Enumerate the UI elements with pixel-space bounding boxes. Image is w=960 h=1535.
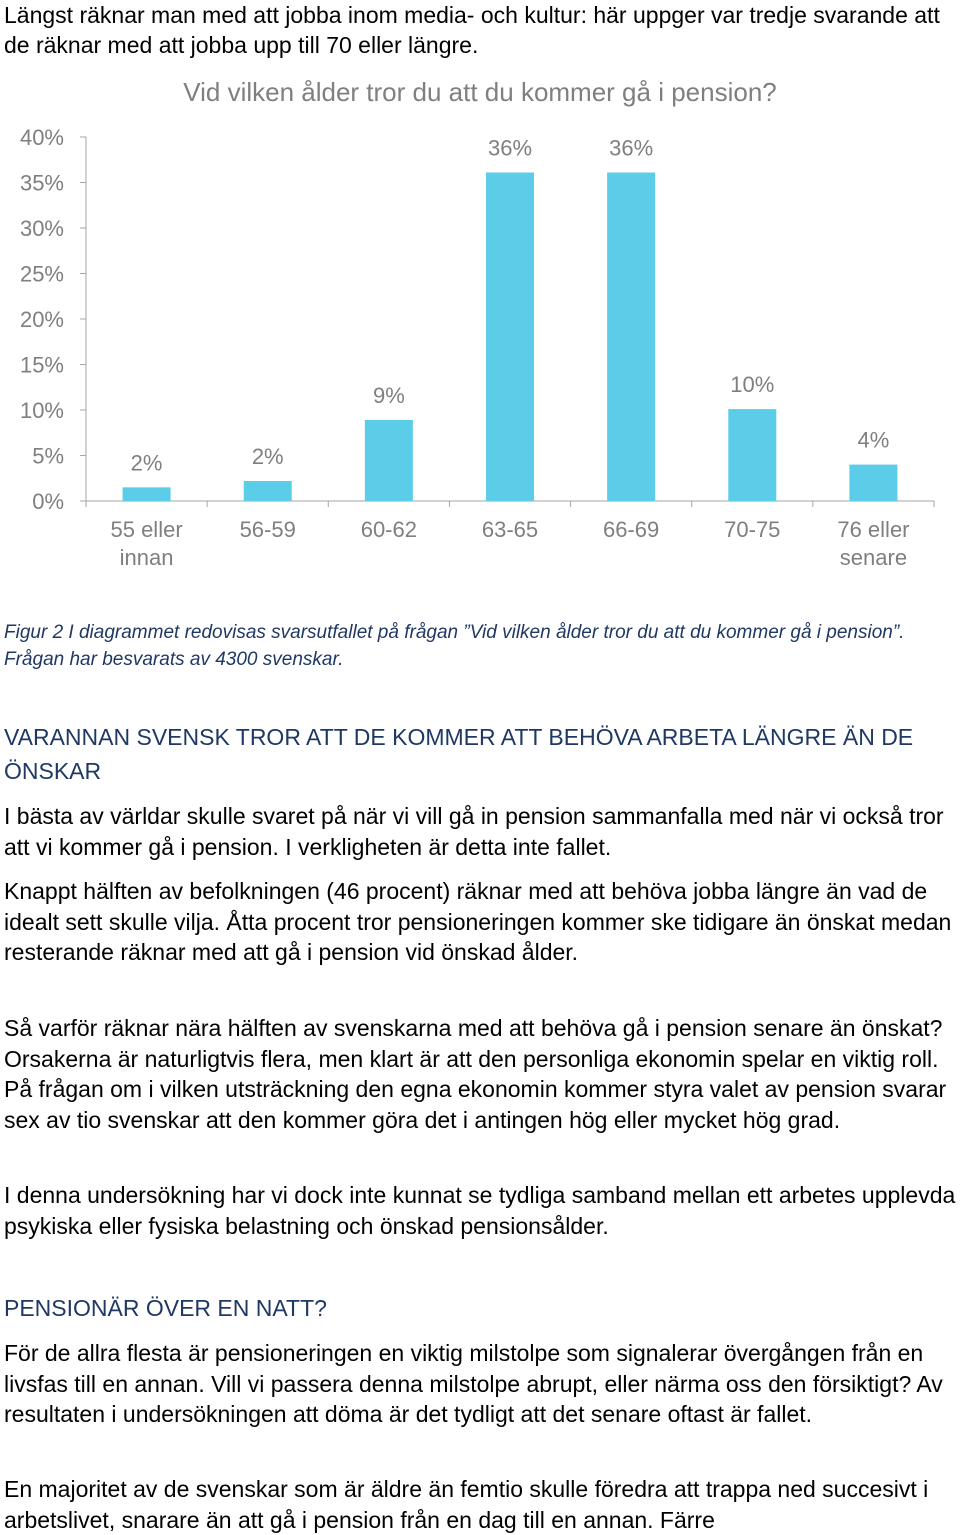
bar-value-label: 36% bbox=[609, 135, 654, 161]
category-label: senare bbox=[839, 545, 908, 570]
bar-value-label: 4% bbox=[857, 427, 890, 453]
y-tick-label: 30% bbox=[19, 216, 64, 241]
bar-value-label: 9% bbox=[372, 383, 405, 409]
x-axis bbox=[86, 501, 934, 507]
category-label: 66-69 bbox=[603, 517, 660, 542]
bar bbox=[728, 409, 776, 501]
y-tick-label: 0% bbox=[32, 489, 64, 514]
chart-title: Vid vilken ålder tror du att du kommer gå i pension? bbox=[183, 77, 777, 107]
section1-paragraph-3: Så varför räknar nära hälften av svenskarna med att behöva gå i pension senare än önskat? Orsakerna är naturligtvis flera, men klart är att den personliga ekonomin spelar en viktig roll. På frågan om i vilken utsträckning den egna ekonomin kommer styra valet av pension svarar sex av tio svenskar att den kommer göra det i antingen hög eller mycket hög grad. bbox=[4, 1015, 947, 1133]
section1-paragraph-4: I denna undersökning har vi dock inte kunnat se tydliga samband mellan ett arbetes upplevda psykiska eller fysiska belastning och önskad pensionsålder. bbox=[4, 1182, 956, 1239]
category-label: innan bbox=[119, 545, 174, 570]
intro-paragraph: Längst räknar man med att jobba inom media- och kultur: här uppger var tredje svarande att de räknar med att jobba upp till 70 eller längre. bbox=[4, 2, 940, 58]
y-tick-label: 5% bbox=[32, 443, 64, 469]
y-tick-label: 40% bbox=[19, 125, 64, 150]
category-labels bbox=[110, 517, 909, 570]
y-tick-label: 10% bbox=[19, 398, 64, 423]
section2-paragraph-2: En majoritet av de svenskar som är äldre än femtio skulle föredra att trappa ned succesivt i arbetslivet, snarare än att gå i pension från en dag till en annan. Färre bbox=[4, 1476, 929, 1533]
category-label: 60-62 bbox=[360, 517, 417, 542]
y-tick-label: 25% bbox=[19, 261, 64, 287]
bar-value-label: 10% bbox=[730, 372, 775, 398]
category-label: 76 eller bbox=[837, 517, 910, 542]
y-axis bbox=[20, 125, 86, 514]
bar bbox=[849, 465, 897, 501]
category-label: 70-75 bbox=[724, 517, 781, 542]
y-tick-label: 20% bbox=[19, 307, 64, 332]
y-tick-label: 35% bbox=[19, 170, 64, 196]
bar-value-label: 36% bbox=[487, 135, 533, 161]
category-label: 63-65 bbox=[481, 517, 539, 542]
section-heading-pensioner-overnight: PENSIONÄR ÖVER EN NATT? bbox=[4, 1295, 327, 1321]
figure-caption: Figur 2 I diagrammet redovisas svarsutfallet på frågan ”Vid vilken ålder tror du att du kommer gå i pension”. Frågan har besvarats av 4300 svenskar. bbox=[4, 622, 905, 670]
bars bbox=[123, 172, 898, 501]
bar-value-label: 2% bbox=[251, 443, 284, 469]
category-label: 55 eller bbox=[110, 517, 183, 542]
section2-paragraph-1: För de allra flesta är pensioneringen en viktig milstolpe som signalerar övergången från en livsfas till en annan. Vill vi passera denna milstolpe abrupt, eller närma oss den försiktigt? Av resultaten i undersökningen att döma är det tydligt att det senare oftast är fallet. bbox=[4, 1340, 943, 1427]
bar bbox=[607, 172, 655, 501]
section-heading-working-longer: VARANNAN SVENSK TROR ATT DE KOMMER ATT BEHÖVA ARBETA LÄNGRE ÄN DE ÖNSKAR bbox=[4, 724, 914, 784]
bar bbox=[244, 481, 292, 501]
y-tick-label: 15% bbox=[19, 352, 64, 378]
section1-paragraph-2: Knappt hälften av befolkningen (46 procent) räknar med att behöva jobba längre än vad de idealt sett skulle vilja. Åtta procent tror pensioneringen kommer ske tidigare än önskat medan resterande räknar med att gå i pension vid önskad ålder. bbox=[4, 878, 952, 965]
bar bbox=[365, 420, 413, 501]
bar-value-label: 2% bbox=[130, 450, 163, 476]
section1-paragraph-1: I bästa av världar skulle svaret på när vi vill gå in pension sammanfalla med när vi också tror att vi kommer gå i pension. I verkligheten är detta inte fallet. bbox=[4, 803, 944, 860]
bar bbox=[123, 487, 171, 501]
bar bbox=[486, 172, 534, 501]
retirement-age-bar-chart bbox=[0, 76, 960, 576]
category-label: 56-59 bbox=[239, 517, 296, 542]
